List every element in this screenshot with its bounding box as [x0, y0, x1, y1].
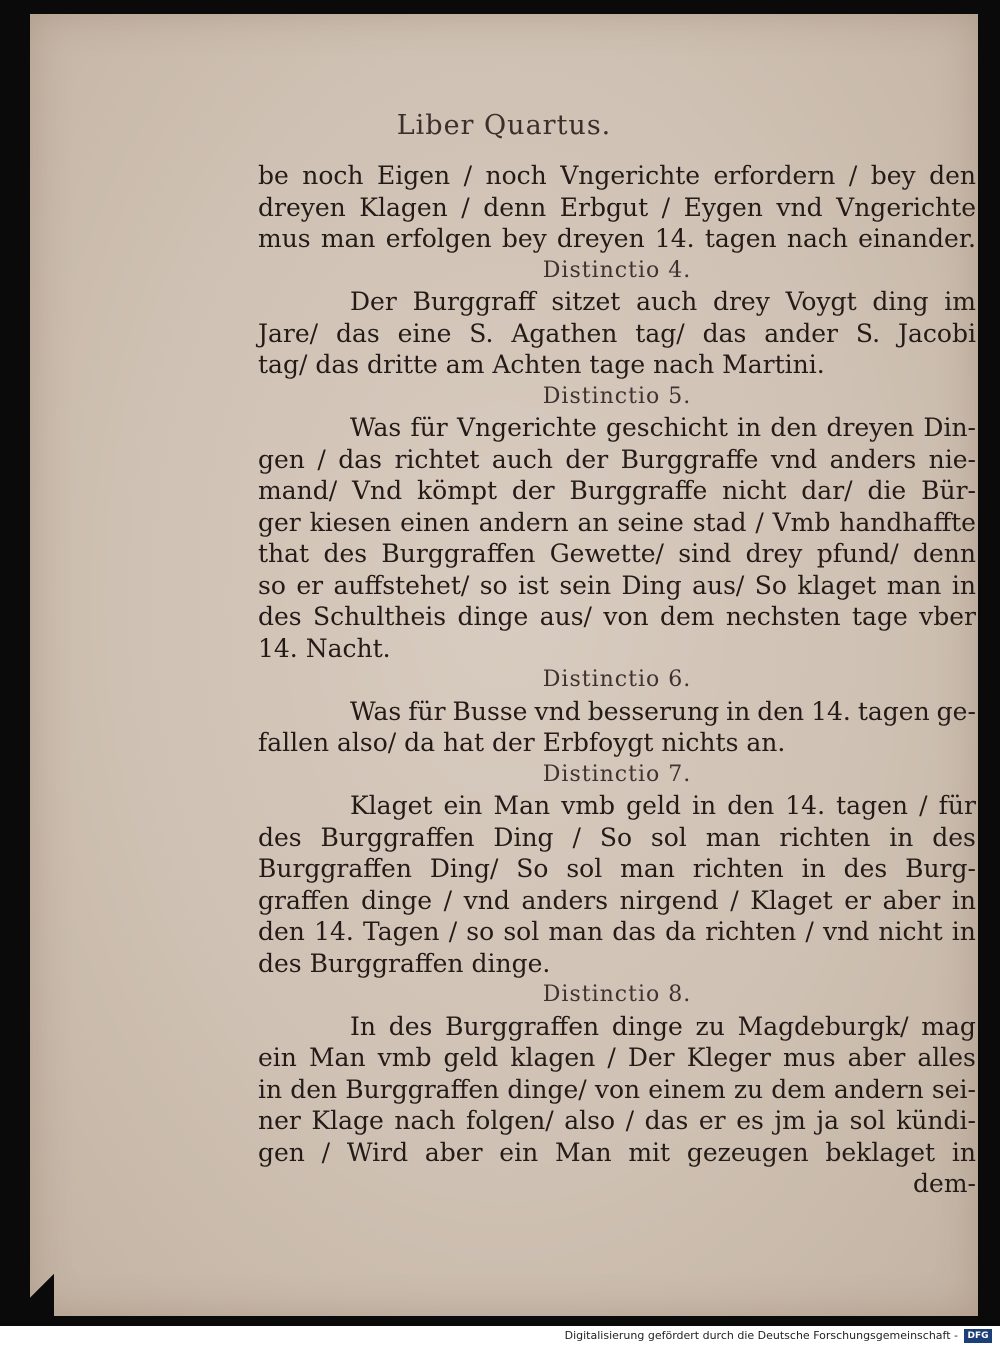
running-header: Liber Quartus. [396, 110, 612, 141]
distinctio-heading: Distinctio 5. [542, 383, 692, 409]
text-line: des Burggraffen dinge. [258, 948, 551, 978]
footer-bar [0, 1326, 1000, 1348]
text-line: in den Burggraffen dinge/ von einem zu dem andern sei- [258, 1074, 976, 1104]
distinctio-heading: Distinctio 4. [542, 257, 692, 283]
text-line: be noch Eigen / noch Vngerichte erfordern / bey den [258, 161, 976, 190]
catchword: dem- [913, 1169, 976, 1198]
text-line: ein Man vmb geld klagen / Der Kleger mus aber alles [258, 1043, 976, 1072]
text-line: ner Klage nach folgen/ also / das er es jm ja sol kündi- [258, 1106, 976, 1135]
funding-note: Digitalisierung gefördert durch die Deutsche Forschungsgemeinschaft - [564, 1329, 958, 1342]
text-line: den 14. Tagen / so sol man das da richten / vnd nicht in [258, 917, 976, 946]
paragraph-first-line: In des Burggraffen dinge zu Magdeburgk/ mag [350, 1011, 976, 1041]
text-line: des Burggraffen Ding / So sol man richten in des [258, 822, 976, 852]
text-line: Burggraffen Ding/ So sol man richten in des Burg- [258, 854, 976, 883]
body-text [258, 160, 976, 1200]
book-page [30, 14, 978, 1316]
text-line: dreyen Klagen / denn Erbgut / Eygen vnd Vngerichte [258, 192, 976, 222]
paragraph-first-line: Der Burggraff sitzet auch drey Voygt ding im [350, 287, 976, 316]
text-line: gen / Wird aber ein Man mit gezeugen beklaget in [258, 1137, 976, 1167]
distinctio-heading: Distinctio 7. [542, 761, 692, 787]
text-line: des Schultheis dinge aus/ von dem nechsten tage vber [258, 602, 976, 631]
dfg-logo: DFG [964, 1329, 992, 1343]
text-line: Jare/ das eine S. Agathen tag/ das ander S. Jacobi [258, 318, 976, 348]
page-corner-shadow [30, 1256, 54, 1316]
paragraph-first-line: Was für Busse vnd besserung in den 14. tagen ge- [350, 696, 976, 726]
text-line: graffen dinge / vnd anders nirgend / Klaget er aber in [258, 885, 976, 915]
paragraph-first-line: Was für Vngerichte geschicht in den dreyen Din- [350, 413, 976, 442]
text-line: mus man erfolgen bey dreyen 14. tagen nach einander. [258, 224, 976, 253]
text-line: gen / das richtet auch der Burggraffe vnd anders nie- [258, 444, 976, 474]
text-line: that des Burggraffen Gewette/ sind drey pfund/ denn [258, 539, 976, 568]
distinctio-heading: Distinctio 6. [542, 667, 692, 692]
text-line: fallen also/ da hat der Erbfoygt nichts an. [258, 728, 786, 757]
text-line: so er auffstehet/ so ist sein Ding aus/ So klaget man in [258, 570, 976, 600]
text-line: ger kiesen einen andern an seine stad / Vmb handhaffte [258, 507, 976, 537]
distinctio-heading: Distinctio 8. [542, 982, 692, 1007]
text-line: tag/ das dritte am Achten tage nach Martini. [258, 350, 825, 379]
text-line: 14. Nacht. [258, 633, 391, 663]
paragraph-first-line: Klaget ein Man vmb geld in den 14. tagen / für [350, 791, 976, 820]
text-line: mand/ Vnd kömpt der Burggraffe nicht dar/ die Bür- [258, 476, 976, 505]
